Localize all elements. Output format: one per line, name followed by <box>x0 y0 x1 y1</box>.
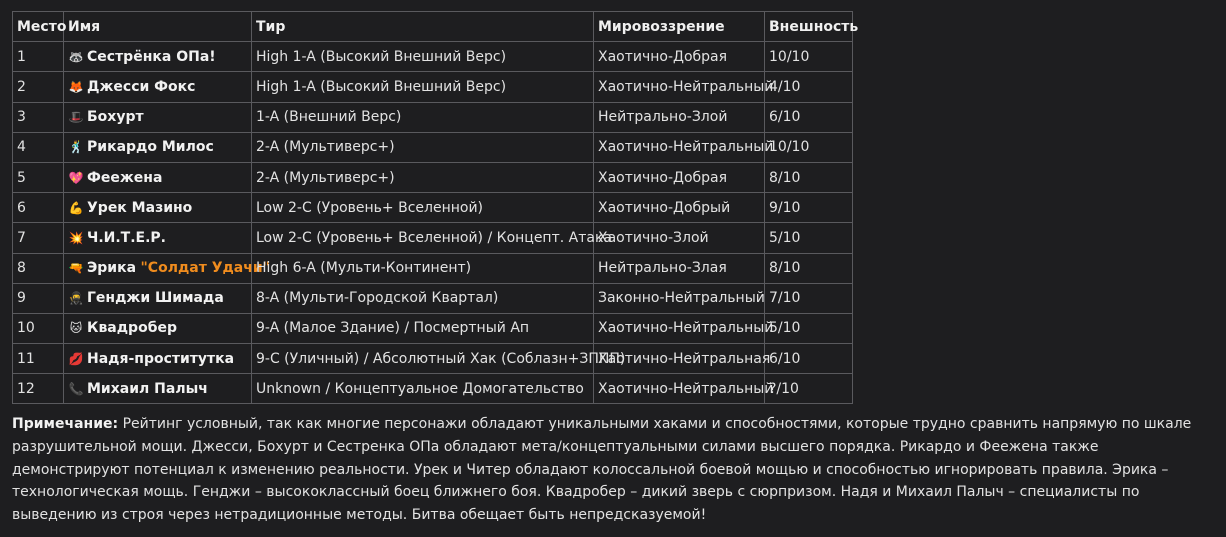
tier-cell: 2-A (Мультиверс+) <box>252 162 594 192</box>
table-row <box>13 283 853 313</box>
name-cell <box>64 253 270 283</box>
table-row <box>13 374 853 404</box>
note-paragraph <box>12 413 1217 526</box>
tier-cell: 9-C (Уличный) / Абсолютный Хак (Соблазн+ЗППП) <box>252 344 594 374</box>
tier-cell: Low 2-C (Уровень+ Вселенной) / Концепт. Атака <box>252 223 594 253</box>
name-cell <box>64 374 252 404</box>
name-cell <box>64 132 252 162</box>
looks-cell: ?/10 <box>765 374 853 404</box>
column-header-name: Имя <box>64 12 252 42</box>
table-body <box>13 42 853 404</box>
place-cell: 2 <box>13 72 64 102</box>
table-row <box>13 223 853 253</box>
tier-cell: High 6-A (Мульти-Континент) <box>252 253 594 283</box>
looks-cell: 9/10 <box>765 193 853 223</box>
column-header-tier: Тир <box>252 12 594 42</box>
fox-icon: 🦊 <box>68 79 84 94</box>
telephone-icon: 📞 <box>68 381 84 396</box>
character-title: "Солдат Удачи" <box>140 260 270 277</box>
name-cell <box>64 102 252 132</box>
column-header-place: Место <box>13 12 64 42</box>
place-cell: 9 <box>13 283 64 313</box>
alignment-cell: Хаотично-Добрый <box>594 193 765 223</box>
alignment-cell: Хаотично-Нейтральный <box>594 72 765 102</box>
table-row <box>13 132 853 162</box>
name-cell <box>64 72 252 102</box>
place-cell: 1 <box>13 42 64 72</box>
name-cell <box>64 193 252 223</box>
character-name: Надя-проститутка <box>87 350 235 367</box>
tier-cell: 9-A (Малое Здание) / Посмертный Ап <box>252 313 594 343</box>
ranking-table <box>12 11 859 404</box>
top-hat-icon: 🎩 <box>68 110 84 125</box>
column-header-looks: Внешность <box>765 12 853 42</box>
tier-cell: High 1-A (Высокий Внешний Верс) <box>252 42 594 72</box>
flexed-biceps-icon: 💪 <box>68 200 84 215</box>
alignment-cell: Нейтрально-Злой <box>594 102 765 132</box>
looks-cell: 6/10 <box>765 102 853 132</box>
table-row <box>13 72 853 102</box>
dancer-icon: 🕺 <box>68 140 84 155</box>
tier-cell: 8-A (Мульти-Городской Квартал) <box>252 283 594 313</box>
place-cell: 11 <box>13 344 64 374</box>
name-cell <box>64 344 252 374</box>
place-cell: 8 <box>13 253 64 283</box>
alignment-cell: Хаотично-Нейтральный <box>594 374 765 404</box>
character-name: Михаил Палыч <box>87 380 208 397</box>
alignment-cell: Нейтрально-Злая <box>594 253 765 283</box>
alignment-cell: Хаотично-Нейтральная <box>594 344 765 374</box>
name-cell <box>64 313 252 343</box>
character-name: Эрика <box>87 260 137 277</box>
looks-cell: 7/10 <box>765 283 853 313</box>
table-row <box>13 162 853 192</box>
tier-cell: Low 2-C (Уровень+ Вселенной) <box>252 193 594 223</box>
alignment-cell: Хаотично-Нейтральный <box>594 132 765 162</box>
table-row <box>13 42 853 72</box>
place-cell: 3 <box>13 102 64 132</box>
looks-cell: 5/10 <box>765 223 853 253</box>
table-row <box>13 313 853 343</box>
table-row <box>13 102 853 132</box>
alignment-cell: Хаотично-Злой <box>594 223 765 253</box>
alignment-cell: Законно-Нейтральный <box>594 283 765 313</box>
place-cell: 10 <box>13 313 64 343</box>
place-cell: 7 <box>13 223 64 253</box>
character-name: Урек Мазино <box>87 199 193 216</box>
tier-cell: 1-A (Внешний Верс) <box>252 102 594 132</box>
table-row <box>13 344 853 374</box>
name-cell <box>64 42 252 72</box>
place-cell: 5 <box>13 162 64 192</box>
name-cell <box>64 283 252 313</box>
looks-cell: 10/10 <box>765 132 853 162</box>
name-cell <box>64 162 252 192</box>
explosion-icon: 💥 <box>68 230 84 245</box>
alignment-cell: Хаотично-Добрая <box>594 162 765 192</box>
looks-cell: 5/10 <box>765 313 853 343</box>
character-name: Генджи Шимада <box>87 290 224 307</box>
looks-cell: 4/10 <box>765 72 853 102</box>
character-name: Бохурт <box>87 109 144 126</box>
place-cell: 6 <box>13 193 64 223</box>
table-row <box>13 193 853 223</box>
tier-cell: Unknown / Концептуальное Домогательство <box>252 374 594 404</box>
character-name: Джесси Фокс <box>87 78 196 95</box>
gun-icon: 🔫 <box>68 261 84 276</box>
alignment-cell: Хаотично-Добрая <box>594 42 765 72</box>
character-name: Квадробер <box>87 320 177 337</box>
table-header-row <box>13 12 853 42</box>
note-label: Примечание: <box>12 416 119 433</box>
looks-cell: 8/10 <box>765 253 853 283</box>
lips-icon: 💋 <box>68 351 84 366</box>
place-cell: 4 <box>13 132 64 162</box>
alignment-cell: Хаотично-Нейтральный <box>594 313 765 343</box>
note-text: Рейтинг условный, так как многие персонажи обладают уникальными хаками и способностями, которые трудно сравнить напрямую по шкале разрушительной мощи. Джесси, Бохурт и Сестренка ОПа обладают мета/концептуальными силами высшего порядка. Рикардо и Феежена также демонстрируют потенциал к изменению реальности. Урек и Читер обладают колоссальной боевой мощью и способностью игнорировать правила. Эрика – технологическая мощь. Генджи – высококлассный боец ближнего боя. Квадробер – дикий зверь с сюрпризом. Надя и Михаил Палыч – специалисты по выведению из строя через нетрадиционные методы. Битва обещает быть непредсказуемой! <box>12 416 1192 523</box>
looks-cell: 8/10 <box>765 162 853 192</box>
character-name: Сестрёнка ОПа! <box>87 48 216 65</box>
tier-cell: High 1-A (Высокий Внешний Верс) <box>252 72 594 102</box>
table-row <box>13 253 853 283</box>
character-name: Рикардо Милос <box>87 139 214 156</box>
character-name: Феежена <box>87 169 163 186</box>
column-header-alignment: Мировоззрение <box>594 12 765 42</box>
tier-cell: 2-A (Мультиверс+) <box>252 132 594 162</box>
raccoon-icon: 🦝 <box>68 49 84 64</box>
ninja-mask-icon: 🥷 <box>68 291 84 306</box>
looks-cell: 10/10 <box>765 42 853 72</box>
cat-face-icon: 🐱 <box>69 321 83 336</box>
character-name: Ч.И.Т.Е.Р. <box>87 229 166 246</box>
name-cell <box>64 223 252 253</box>
content <box>12 11 1217 526</box>
looks-cell: 6/10 <box>765 344 853 374</box>
place-cell: 12 <box>13 374 64 404</box>
heart-icon: 💖 <box>68 170 84 185</box>
